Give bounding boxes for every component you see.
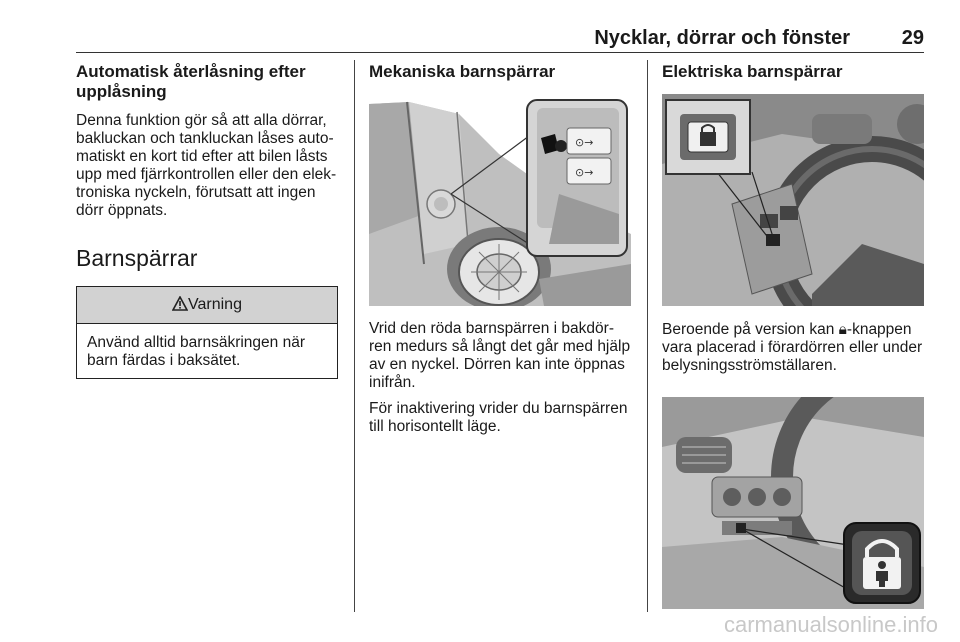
auto-relock-heading: Automatisk återlåsning efter upplåsning: [76, 62, 306, 101]
warning-header: [77, 287, 337, 324]
warning-triangle-icon: [172, 296, 188, 311]
page-number: 29: [901, 27, 924, 49]
svg-text:⊙→: ⊙→: [575, 136, 594, 149]
electric-paragraph-before: Beroende på version kan: [662, 321, 839, 338]
column-divider-1: [354, 60, 355, 612]
svg-text:⊙→: ⊙→: [575, 166, 594, 179]
electric-child-lock-door-figure: [662, 94, 924, 306]
column-2: [369, 62, 631, 436]
column-3: [662, 62, 924, 609]
column-divider-2: [647, 60, 648, 612]
mechanical-paragraph-2: För inaktivering vrider du barnspärren till horisontellt läge.: [369, 400, 628, 435]
warning-text: Använd alltid barnsäkringen när barn färdas i baksätet.: [87, 334, 305, 369]
column-1: [76, 62, 338, 379]
auto-relock-paragraph: Denna funktion gör så att alla dörrar, bakluckan och tankluckan låses automatiskt en kort tid efter att bilen låsts upp med fjärrkontrollen eller den elektroniska nyckeln, förutsatt att ingen dörr öppnats.: [76, 112, 337, 219]
child-locks-title: Barnspärrar: [76, 245, 198, 271]
warning-box: [76, 286, 338, 379]
electric-locks-heading: Elektriska barnspärrar: [662, 62, 843, 81]
electric-paragraph-after: -knappen vara placerad i förardörren eller under belysningsströmställaren.: [662, 321, 923, 374]
electric-child-lock-switch-figure: [662, 397, 924, 609]
mechanical-child-lock-figure: [369, 94, 631, 306]
header-rule: [76, 52, 924, 53]
mechanical-paragraph-1: Vrid den röda barnspärren i bakdörren medurs så långt det går med hjälp av en nyckel. Dörren kan inte öppnas inifrån.: [369, 320, 631, 391]
warning-title: Varning: [188, 296, 242, 313]
electric-paragraph: [662, 320, 924, 375]
mechanical-locks-heading: Mekaniska barnspärrar: [369, 62, 556, 81]
child-lock-inline-icon: 🔒︎: [838, 320, 847, 338]
watermark: carmanualsonline.info: [723, 612, 938, 637]
page-header-title: Nycklar, dörrar och fönster: [594, 27, 850, 49]
